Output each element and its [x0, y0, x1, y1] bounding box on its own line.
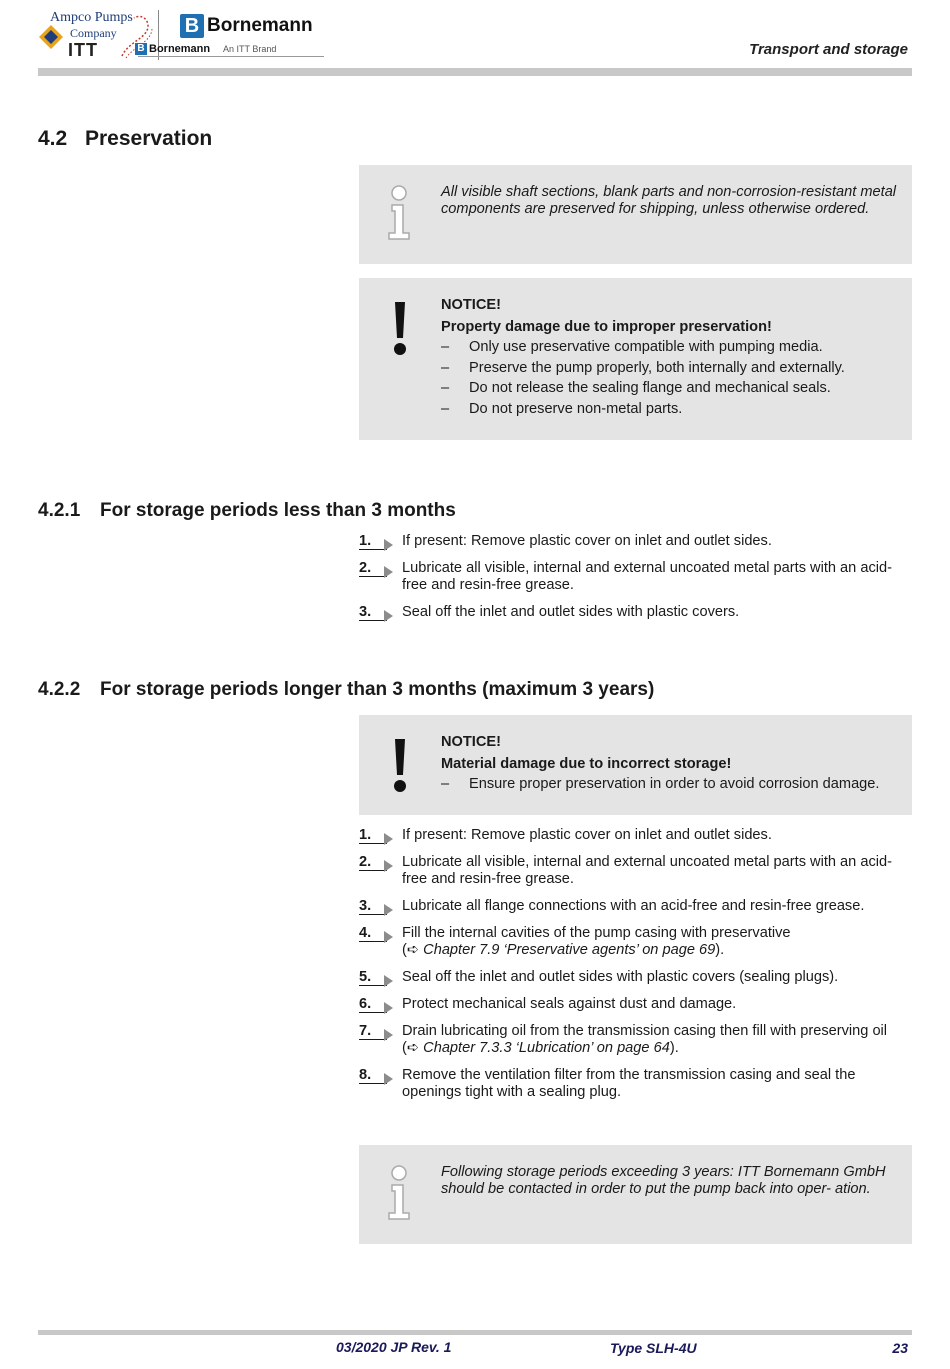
step-number: 1. [359, 533, 393, 550]
step-arrow-icon [384, 931, 393, 943]
footer-date-revision: 03/2020 JP Rev. 1 [336, 1339, 452, 1355]
bornemann-b-icon: B [135, 43, 147, 55]
notice-label: NOTICE! [441, 734, 501, 750]
notice-heading: Material damage due to incorrect storage! [441, 756, 732, 772]
step-arrow-icon [384, 610, 393, 622]
header-rule [38, 68, 912, 76]
info-text: All visible shaft sections, blank parts and non-corrosion-resistant metal components are preserved for shipping, unless otherwise ordered. [441, 184, 897, 217]
xref-arrow-icon: ➪ [406, 942, 420, 958]
section-title: Preservation [85, 127, 213, 150]
chapter-link[interactable]: Chapter 7.3.3 ‘Lubrication’ on page 64 [419, 1040, 670, 1056]
ampco-name-line2: Company [70, 26, 117, 40]
subsection-number: 4.2.1 [38, 500, 81, 521]
step-item: 7. Drain lubricating oil from the transmission casing then fill with preserving oil (➪ Chapter 7.3.3 ‘Lubrication’ on page 64). [359, 1023, 888, 1056]
step-arrow-icon [384, 860, 393, 872]
subsection-number: 4.2.2 [38, 679, 81, 700]
logo-underline [138, 56, 324, 57]
notice-content [441, 295, 900, 419]
step-text: Seal off the inlet and outlet sides with plastic covers. [402, 604, 740, 620]
step-text: If present: Remove plastic cover on inlet and outlet sides. [402, 533, 772, 549]
step-number: 6. [359, 996, 393, 1013]
bornemann-wordmark: Bornemann [207, 15, 313, 36]
info-text: Following storage periods exceeding 3 years: ITT Bornemann GmbH should be contacted in order to put the pump back into oper- ation. [441, 1164, 886, 1197]
notice-label: NOTICE! [441, 297, 501, 313]
step-text: Remove the ventilation filter from the transmission casing and seal the openings tight with a sealing plug. [402, 1067, 856, 1100]
itt-brand-tagline: An ITT Brand [223, 44, 277, 54]
ampco-name-line1: Ampco Pumps [50, 10, 133, 25]
xref-arrow-icon: ➪ [406, 1040, 420, 1056]
step-item [359, 854, 912, 888]
notice-list-item: – Do not release the sealing flange and mechanical seals. [441, 380, 831, 396]
section-number: 4.2 [38, 127, 68, 150]
step-number: 3. [359, 898, 393, 915]
notice-heading: Property damage due to improper preservation! [441, 319, 772, 335]
footer-rule [38, 1330, 912, 1335]
info-icon [383, 185, 415, 241]
step-number: 1. [359, 827, 393, 844]
step-text: Lubricate all visible, internal and external uncoated metal parts with an acid-free and resin-free grease. [402, 560, 892, 593]
steps-list-long-storage [359, 827, 912, 1101]
info-icon [383, 1165, 415, 1221]
exclamation-icon [393, 737, 407, 793]
step-arrow-icon [384, 1002, 393, 1014]
step-text: Fill the internal cavities of the pump casing with preservative [402, 925, 791, 941]
step-arrow-icon [384, 1029, 393, 1041]
notice-content [441, 732, 900, 795]
step-text: Lubricate all visible, internal and external uncoated metal parts with an acid-free and resin-free grease. [402, 854, 892, 887]
steps-list-short-storage [359, 533, 912, 621]
step-arrow-icon [384, 539, 393, 551]
bornemann-logo [180, 14, 313, 38]
step-text: Seal off the inlet and outlet sides with plastic covers (sealing plugs). [402, 969, 839, 985]
step-number: 8. [359, 1067, 393, 1084]
step-item: 4. Fill the internal cavities of the pump casing with preservative (➪ Chapter 7.9 ‘Preservative agents’ on page 69). [359, 925, 791, 958]
notice-list-item: – Do not preserve non-metal parts. [441, 400, 683, 417]
bornemann-small-wordmark: Bornemann [149, 43, 211, 55]
itt-wordmark: ITT [68, 40, 98, 60]
step-item [359, 898, 912, 915]
step-text: Protect mechanical seals against dust and damage. [402, 996, 737, 1012]
subsection-title: For storage periods longer than 3 months (maximum 3 years) [100, 679, 655, 700]
step-text: Drain lubricating oil from the transmission casing then fill with preserving oil [402, 1023, 888, 1039]
step-item [359, 969, 912, 986]
exclamation-icon [393, 300, 407, 356]
header-section-title: Transport and storage [749, 41, 908, 58]
step-item [359, 827, 912, 844]
notice-list-item: – Preserve the pump properly, both internally and externally. [441, 359, 845, 376]
footer-pump-type: Type SLH-4U [610, 1340, 697, 1356]
step-text: If present: Remove plastic cover on inlet and outlet sides. [402, 827, 772, 843]
step-arrow-icon [384, 904, 393, 916]
notice-list-item: – Only use preservative compatible with pumping media. [441, 339, 823, 355]
step-text: Lubricate all flange connections with an acid-free and resin-free grease. [402, 898, 865, 914]
page-header [38, 8, 912, 68]
step-arrow-icon [384, 975, 393, 987]
chapter-link[interactable]: Chapter 7.9 ‘Preservative agents’ on page 69 [419, 942, 716, 958]
step-item [359, 996, 912, 1013]
subsection-heading-4-2-1 [38, 500, 456, 522]
notice-box-storage [359, 715, 912, 815]
info-box-long-storage [359, 1145, 912, 1244]
page-number: 23 [892, 1340, 908, 1356]
subsection-heading-4-2-2 [38, 679, 654, 701]
step-arrow-icon [384, 1073, 393, 1085]
step-arrow-icon [384, 566, 393, 578]
step-number: 7. [359, 1023, 393, 1040]
ampco-logo-mark-icon [38, 24, 64, 50]
step-number: 2. [359, 560, 393, 577]
section-heading [38, 127, 212, 151]
step-arrow-icon [384, 833, 393, 845]
step-number: 2. [359, 854, 393, 871]
info-box-preservation [359, 165, 912, 264]
notice-list-item: – Ensure proper preservation in order to avoid corrosion damage. [441, 776, 880, 792]
bornemann-b-large-icon: B [180, 14, 204, 38]
ampco-pumps-logo [38, 8, 153, 64]
subsection-title: For storage periods less than 3 months [100, 500, 456, 521]
step-item [359, 1067, 912, 1101]
notice-box-preservation [359, 278, 912, 440]
step-item [359, 604, 912, 621]
step-item [359, 533, 912, 550]
step-item [359, 560, 912, 594]
bornemann-small-logo [135, 43, 210, 55]
step-number: 3. [359, 604, 393, 621]
step-number: 4. [359, 925, 393, 942]
step-number: 5. [359, 969, 393, 986]
